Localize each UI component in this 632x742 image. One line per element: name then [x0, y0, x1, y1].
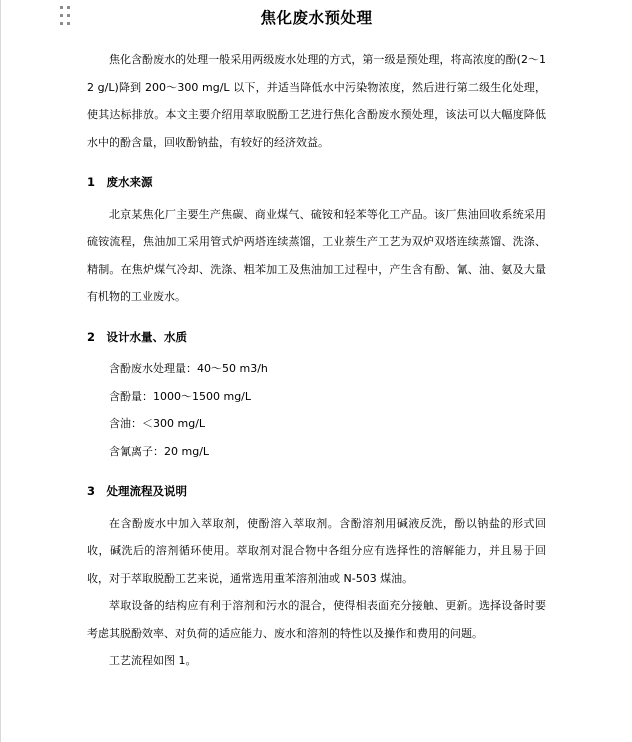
page-title: 焦化废水预处理: [260, 9, 373, 27]
spec-line-phenol-content: 含酚量：1000～1500 mg/L: [109, 389, 252, 403]
spec-line-treatment-volume: 含酚废水处理量：40～50 m3/h: [109, 362, 268, 375]
section-heading-wastewater-source: 1 废水来源: [87, 175, 153, 189]
spec-line-oil-content: 含油：＜300 mg/L: [109, 417, 206, 430]
spec-line-cyanide-content: 含氰离子：20 mg/L: [109, 444, 210, 458]
section-heading-design-water: 2 设计水量、水质: [87, 329, 188, 344]
section-3-paragraph-2: 萃取设备的结构应有利于溶剂和污水的混合，使得相表面充分接触、更新。选择设备时要考虑其脱酚效率、对负荷的适应能力、废水和溶剂的特性以及操作和费用的问题。: [87, 599, 546, 640]
section-1-paragraph: 北京某焦化厂主要生产焦碳、商业煤气、硫铵和轻苯等化工产品。该厂焦油回收系统采用硫铵流程，焦油加工采用管式炉两塔连续蒸馏，工业萘生产工艺为双炉双塔连续蒸馏、洗涤、精制。在焦炉煤气冷却、洗涤、粗苯加工及焦油加工过程中，产生含有酚、氰、油、氨及大量有机物的工业废水。: [87, 207, 546, 303]
section-3-paragraph-1: 在含酚废水中加入萃取剂，使酚溶入萃取剂。含酚溶剂用碱液反洗，酚以钠盐的形式回收，碱洗后的溶剂循环使用。萃取剂对混合物中各组分应有选择性的溶解能力，并且易于回收，对于萃取脱酚工艺来说，通常选用重苯溶剂油或 N-503 煤油。: [87, 516, 546, 585]
section-3-paragraph-3: 工艺流程如图 1。: [109, 654, 197, 667]
section-heading-process-description: 3 处理流程及说明: [87, 484, 188, 498]
document-body: [1, 0, 632, 675]
intro-paragraph: 焦化含酚废水的处理一般采用两级废水处理的方式，第一级是预处理，将高浓度的酚(2～12 g/L)降到 200～300 mg/L 以下，并适当降低水中污染物浓度，然后进行第二级生化处理，使其达标排放。本文主要介绍用萃取脱酚工艺进行焦化含酚废水预处理，该法可以大幅度降低水中的酚含量，回收酚钠盐，有较好的经济效益。: [87, 53, 546, 149]
drag-handle-icon[interactable]: [60, 6, 70, 25]
